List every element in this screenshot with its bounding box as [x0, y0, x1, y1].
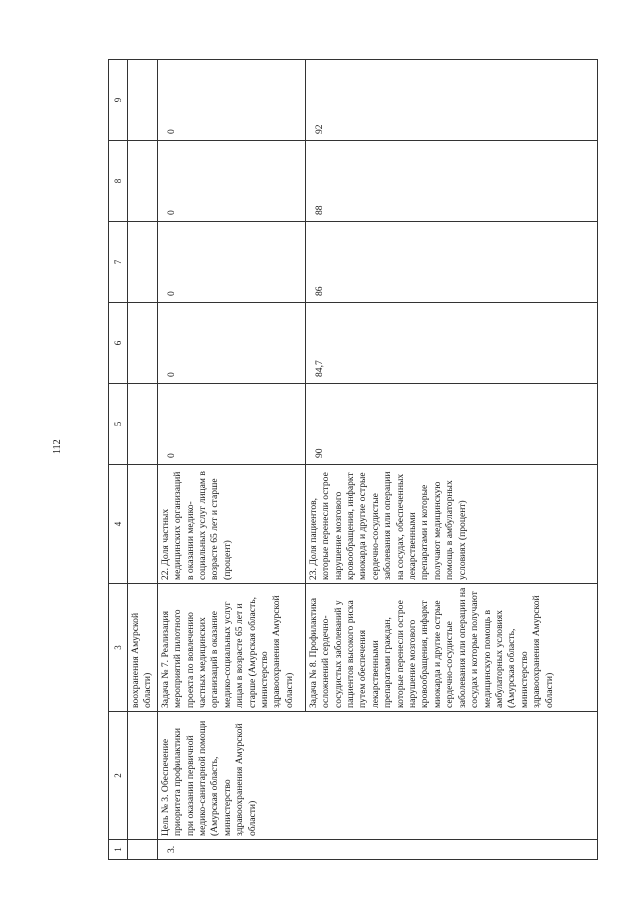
- continuation-text: воохранения Амурской области): [128, 584, 158, 712]
- cont-cell-1: [128, 840, 158, 860]
- value-col7: 86: [305, 222, 597, 303]
- table-container: [108, 60, 598, 860]
- cont-cell-7: [128, 222, 158, 303]
- cont-cell-5: [128, 384, 158, 465]
- task-cell: Задача № 8. Профилактика осложнений сердечно-сосудистых заболеваний у пациентов высокого риска путем обеспечения лекарственными препаратами граждан, которые перенесли острое нарушение мозгового кровообращения, инфаркт миокарда и другие острые сердечно-сосудистые заболевания или операции на сосудах и которые получают медицинскую помощь в амбулаторных условиях (Амурская область, министерство здравоохранения Амурской области): [305, 584, 597, 712]
- task-cell: Задача № 7. Реализация мероприятий пилотного проекта по вовлечению частных медицинских организаций в оказание медико-социальных услуг лицам в возрасте 65 лет и старше (Амурская область, министерство здравоохранения Амурской области): [157, 584, 305, 712]
- col-header-4: 4: [109, 465, 128, 584]
- header-row: [109, 60, 128, 860]
- table-row: [157, 60, 305, 860]
- row-number: 3.: [157, 840, 597, 860]
- rotated-sheet: [108, 60, 598, 860]
- value-col9: 92: [305, 60, 597, 141]
- col-header-5: 5: [109, 384, 128, 465]
- col-header-8: 8: [109, 141, 128, 222]
- indicator-cell: 22. Доля частных медицинских организаций в оказании медико-социальных услуг лицам в возрасте 65 лет и старше (процент): [157, 465, 305, 584]
- value-col5: 90: [305, 384, 597, 465]
- value-col6: 0: [157, 303, 305, 384]
- col-header-3: 3: [109, 584, 128, 712]
- col-header-1: 1: [109, 840, 128, 860]
- indicator-table: [108, 59, 598, 860]
- cont-cell-8: [128, 141, 158, 222]
- value-col7: 0: [157, 222, 305, 303]
- goal-cell: Цель № 3. Обеспечение приоритета профилактики при оказании первичной медико-санитарной помощи (Амурская область, министерство здравоохранения Амурской области): [157, 712, 597, 840]
- value-col8: 0: [157, 141, 305, 222]
- indicator-cell: 23. Доля пациентов, которые перенесли острое нарушение мозгового кровообращения, инфаркт миокарда и другие острые сердечно-сосудистые заболевания или операции на сосудах, обеспеченных лекарственными препаратами и которые получают медицинскую помощь в амбулаторных условиях (процент): [305, 465, 597, 584]
- cont-cell-9: [128, 60, 158, 141]
- cont-cell-2: [128, 712, 158, 840]
- value-col6: 84,7: [305, 303, 597, 384]
- value-col8: 88: [305, 141, 597, 222]
- cont-cell-4: [128, 465, 158, 584]
- value-col5: 0: [157, 384, 305, 465]
- page-number: 112: [52, 439, 63, 454]
- value-col9: 0: [157, 60, 305, 141]
- cont-cell-6: [128, 303, 158, 384]
- col-header-7: 7: [109, 222, 128, 303]
- continuation-row: [128, 60, 158, 860]
- col-header-2: 2: [109, 712, 128, 840]
- col-header-6: 6: [109, 303, 128, 384]
- col-header-9: 9: [109, 60, 128, 141]
